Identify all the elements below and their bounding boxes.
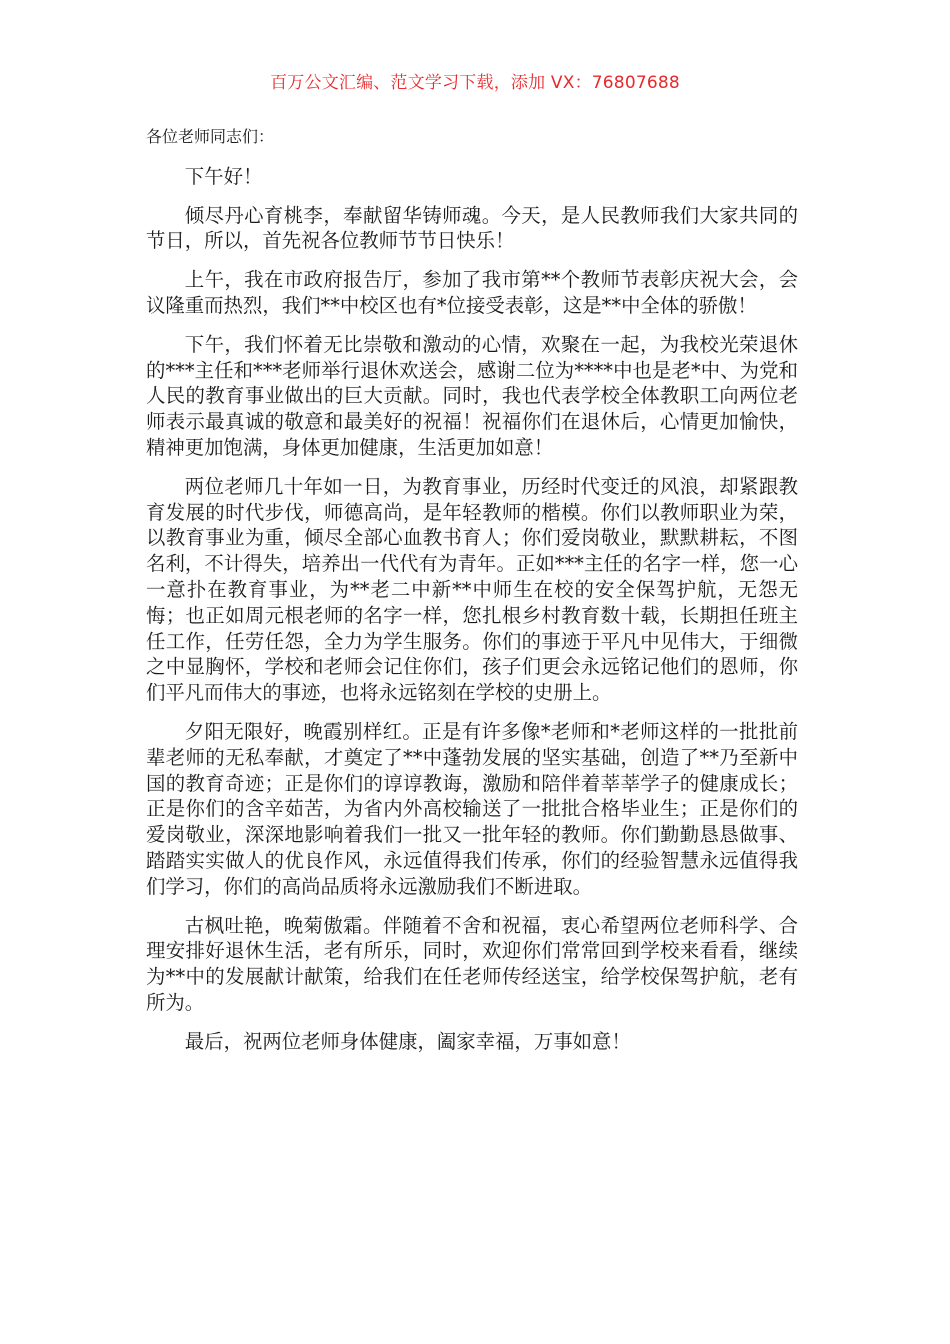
document-body: [146, 124, 798, 1068]
paragraph-2: 上午，我在市政府报告厅，参加了我市第**个教师节表彰庆祝大会，会议隆重而热烈，我们**中校区也有*位接受表彰，这是**中全体的骄傲！: [146, 268, 798, 317]
paragraph-6: 古枫吐艳，晚菊傲霜。伴随着不舍和祝福，衷心希望两位老师科学、合理安排好退休生活，老有所乐，同时，欢迎你们常常回到学校来看看，继续为**中的发展献计献策，给我们在任老师传经送宝，给学校保驾护航，老有所为。: [146, 913, 798, 1014]
paragraph-5: 夕阳无限好，晚霞别样红。正是有许多像*老师和*老师这样的一批批前辈老师的无私奉献，才奠定了**中蓬勃发展的坚实基础，创造了**乃至新中国的教育奇迹；正是你们的谆谆教诲，激励和陪伴着莘莘学子的健康成长；正是你们的含辛茹苦，为省内外高校输送了一批批合格毕业生；正是你们的爱岗敬业，深深地影响着我们一批又一批年轻的教师。你们勤勤恳恳做事、踏踏实实做人的优良作风，永远值得我们传承，你们的经验智慧永远值得我们学习，你们的高尚品质将永远激励我们不断进取。: [146, 719, 798, 898]
salutation: 各位老师同志们：: [146, 127, 275, 146]
paragraph-3: 下午，我们怀着无比崇敬和激动的心情，欢聚在一起，为我校光荣退休的***主任和***老师举行退休欢送会，感谢二位为****中也是老*中、为党和人民的教育事业做出的巨大贡献。同时，我也代表学校全体教职工向两位老师表示最真诚的敬意和最美好的祝福！祝福你们在退休后，心情更加愉快，精神更加饱满，身体更加健康，生活更加如意！: [146, 332, 798, 459]
paragraph-greeting: 下午好！: [184, 164, 263, 188]
paragraph-4: 两位老师几十年如一日，为教育事业，历经时代变迁的风浪，却紧跟教育发展的时代步伐，师德高尚，是年轻教师的楷模。你们以教师职业为荣，以教育事业为重，倾尽全部心血教书育人；你们爱岗敬业，默默耕耘，不图名利，不计得失，培养出一代代有为青年。正如***主任的名字一样，您一心一意扑在教育事业，为**老二中新**中师生在校的安全保驾护航，无怨无悔；也正如周元根老师的名字一样，您扎根乡村教育数十载，长期担任班主任工作，任劳任怨，全力为学生服务。你们的事迹于平凡中见伟大，于细微之中显胸怀，学校和老师会记住你们，孩子们更会永远铭记他们的恩师，你们平凡而伟大的事迹，也将永远铭刻在学校的史册上。: [146, 474, 798, 705]
paragraph-1: 倾尽丹心育桃李，奉献留华铸师魂。今天，是人民教师我们大家共同的节日，所以，首先祝各位教师节节日快乐！: [146, 203, 798, 253]
paragraph-closing: 最后，祝两位老师身体健康，阖家幸福，万事如意！: [184, 1029, 631, 1053]
header-banner: 百万公文汇编、范文学习下载，添加 VX：76807688: [270, 73, 680, 93]
